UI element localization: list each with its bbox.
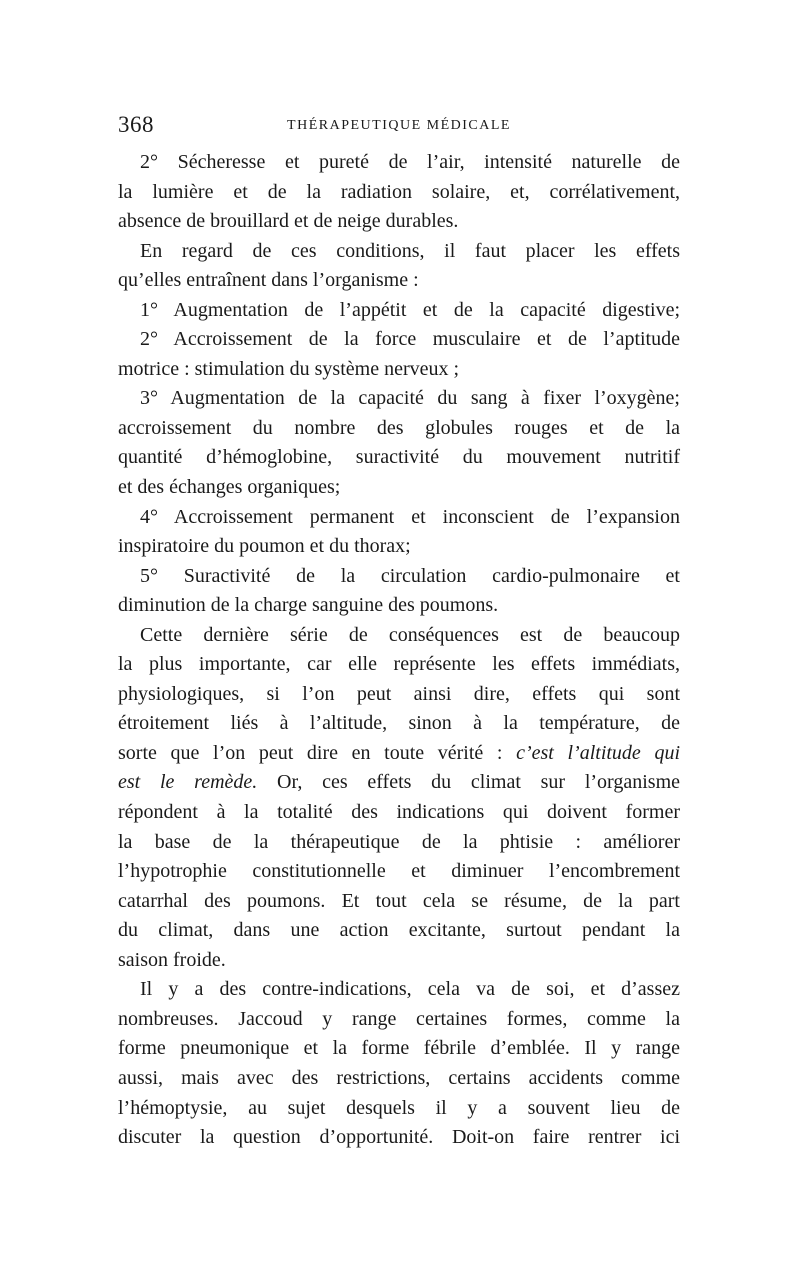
text-line	[118, 1005, 680, 1035]
line-text: sorte que l’on peut dire en toute vérité :	[118, 741, 517, 764]
text-line	[118, 650, 680, 680]
line-text: la lumière et de la radiation solaire, et, corrélativement,	[118, 180, 680, 203]
italic-text: c’est l’altitude qui	[516, 741, 680, 764]
line-text: accroissement du nombre des globules rouges et de la	[118, 416, 680, 439]
line-text: étroitement liés à l’altitude, sinon à la température, de	[118, 712, 680, 735]
text-line	[118, 207, 680, 237]
text-line	[118, 562, 680, 592]
line-text: qu’elles entraînent dans l’organisme :	[118, 269, 419, 292]
text-line	[118, 1123, 680, 1153]
line-text: du climat, dans une action excitante, surtout pendant la	[118, 919, 680, 942]
line-text: et des échanges organiques;	[118, 476, 341, 499]
text-line	[118, 916, 680, 946]
line-text: 2° Accroissement de la force musculaire et de l’aptitude	[140, 328, 680, 351]
text-line	[118, 178, 680, 208]
line-text: l’hypotrophie constitutionnelle et diminuer l’encombrement	[118, 860, 680, 883]
page-number: 368	[118, 112, 154, 137]
text-line	[118, 266, 680, 296]
line-text: l’hémoptysie, au sujet desquels il y a souvent lieu de	[118, 1096, 680, 1119]
text-line	[118, 975, 680, 1005]
italic-text: est le remède.	[118, 771, 258, 794]
line-text: quantité d’hémoglobine, suractivité du mouvement nutritif	[118, 446, 680, 469]
line-text: Cette dernière série de conséquences est de beaucoup	[140, 623, 680, 646]
text-line	[118, 355, 680, 385]
body-text	[118, 148, 680, 1153]
running-title: THÉRAPEUTIQUE MÉDICALE	[287, 118, 511, 133]
book-page	[118, 112, 680, 1153]
line-text: aussi, mais avec des restrictions, certains accidents comme	[118, 1066, 680, 1089]
line-text: diminution de la charge sanguine des poumons.	[118, 594, 499, 617]
text-line	[118, 325, 680, 355]
text-line	[118, 709, 680, 739]
line-text: motrice : stimulation du système nerveux ;	[118, 357, 460, 380]
line-text: inspiratoire du poumon et du thorax;	[118, 535, 411, 558]
text-line	[118, 384, 680, 414]
line-text: discuter la question d’opportunité. Doit-on faire rentrer ici	[118, 1126, 680, 1149]
text-line	[118, 798, 680, 828]
text-line	[118, 621, 680, 651]
line-text: 5° Suractivité de la circulation cardio-pulmonaire et	[140, 564, 680, 587]
text-line	[118, 828, 680, 858]
line-text: physiologiques, si l’on peut ainsi dire, effets qui sont	[118, 682, 680, 705]
text-line	[118, 739, 680, 769]
text-line	[118, 237, 680, 267]
text-line	[118, 1064, 680, 1094]
text-line	[118, 414, 680, 444]
line-text: Il y a des contre-indications, cela va de soi, et d’assez	[140, 978, 680, 1001]
text-line	[118, 473, 680, 503]
text-line	[118, 1034, 680, 1064]
text-line	[118, 591, 680, 621]
line-text: forme pneumonique et la forme fébrile d’emblée. Il y range	[118, 1037, 680, 1060]
line-text: répondent à la totalité des indications qui doivent former	[118, 801, 680, 824]
page-header	[118, 112, 680, 146]
line-text: nombreuses. Jaccoud y range certaines formes, comme la	[118, 1007, 680, 1030]
line-text: catarrhal des poumons. Et tout cela se résume, de la part	[118, 889, 680, 912]
line-text: 4° Accroissement permanent et inconscient de l’expansion	[140, 505, 680, 528]
text-line	[118, 532, 680, 562]
line-text: 2° Sécheresse et pureté de l’air, intensité naturelle de	[140, 151, 680, 173]
line-text: 1° Augmentation de l’appétit et de la capacité digestive;	[140, 298, 680, 321]
text-line	[118, 296, 680, 326]
line-text: En regard de ces conditions, il faut placer les effets	[140, 239, 680, 262]
text-line	[118, 768, 680, 798]
line-text: la base de la thérapeutique de la phtisie : améliorer	[118, 830, 680, 853]
text-line	[118, 148, 680, 178]
text-line	[118, 857, 680, 887]
text-line	[118, 680, 680, 710]
text-line	[118, 946, 680, 976]
line-text: Or, ces effets du climat sur l’organisme	[257, 771, 680, 794]
line-text: absence de brouillard et de neige durables.	[118, 210, 459, 233]
text-line	[118, 1094, 680, 1124]
line-text: la plus importante, car elle représente les effets immédiats,	[118, 653, 680, 676]
text-line	[118, 443, 680, 473]
text-line	[118, 503, 680, 533]
text-line	[118, 887, 680, 917]
line-text: saison froide.	[118, 948, 226, 971]
line-text: 3° Augmentation de la capacité du sang à fixer l’oxygène;	[140, 387, 680, 410]
